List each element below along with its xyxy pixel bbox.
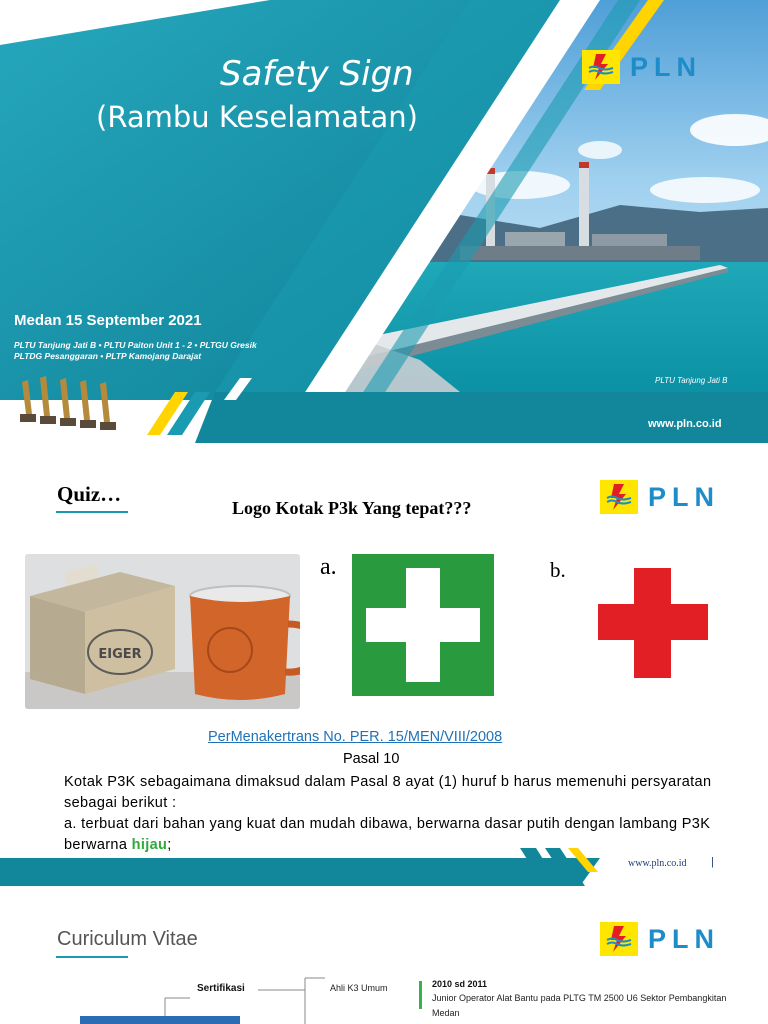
regulation-reference: PerMenakertrans No. PER. 15/MEN/VIII/2008 — [208, 729, 503, 745]
title-underline — [56, 511, 128, 513]
option-a-green-cross-sign — [352, 554, 494, 696]
green-highlight-word: hijau — [131, 837, 168, 853]
slide-subtitle: (Rambu Keselamatan) — [96, 100, 418, 134]
photo-caption: PLTU Tanjung Jati B — [655, 376, 728, 385]
presentation-date: Medan 15 September 2021 — [14, 312, 202, 329]
profile-box — [80, 1016, 240, 1024]
regulation-line-1: Kotak P3K sebagaimana dimaksud dalam Pasal 8 ayat (1) huruf b harus memenuhi persyaratan sebagai berikut : — [64, 774, 712, 811]
power-units-line-2: PLTDG Pesanggaran • PLTP Kamojang Darajat — [14, 351, 202, 361]
pln-wordmark: PLN — [648, 481, 720, 512]
slide-title: Safety Sign — [220, 54, 414, 94]
pln-wordmark: PLN — [648, 923, 720, 954]
regulation-line-2-text: a. terbuat dari bahan yang kuat dan mudah dibawa, berwarna dasar putih dengan lambang P3K berwarna — [64, 816, 711, 853]
quiz-slide — [0, 450, 768, 890]
website-url: www.pln.co.id — [648, 418, 722, 430]
first-aid-product-photo — [25, 554, 300, 709]
box-brand-text: EIGER — [98, 647, 142, 662]
power-units-line-1: PLTU Tanjung Jati B • PLTU Paiton Unit 1 - 2 • PLTGU Gresik — [14, 340, 257, 350]
regulation-text — [64, 772, 724, 856]
pln-lightning-icon — [600, 480, 638, 514]
quiz-title: Quiz… — [57, 482, 122, 506]
article-number: Pasal 10 — [343, 751, 400, 767]
regulation-line-2-end: ; — [167, 837, 172, 853]
option-b-label: b. — [550, 558, 566, 582]
cv-slide — [0, 898, 768, 1024]
sertifikasi-item: Ahli K3 Umum — [330, 983, 388, 993]
option-a-label: a. — [320, 554, 337, 580]
website-url: www.pln.co.id — [628, 858, 687, 869]
quiz-question: Logo Kotak P3k Yang tepat??? — [232, 498, 472, 518]
pln-logo — [582, 50, 702, 84]
career-period: 2010 sd 2011 — [432, 979, 488, 989]
timeline-marker — [419, 981, 422, 1009]
power-units-list — [14, 340, 314, 362]
option-b-red-cross-sign — [584, 554, 721, 692]
footer-separator: | — [711, 856, 714, 868]
pln-lightning-icon — [582, 50, 620, 84]
title-slide — [0, 0, 768, 443]
career-description: Junior Operator Alat Bantu pada PLTG TM 2500 U6 Sektor Pembangkitan Medan — [432, 993, 727, 1018]
slide-footer-band — [0, 848, 768, 890]
pln-logo — [600, 480, 720, 514]
cv-title: Curiculum Vitae — [57, 928, 198, 950]
award-trophies-image — [14, 372, 124, 432]
pln-wordmark: PLN — [630, 51, 702, 82]
sertifikasi-heading: Sertifikasi — [197, 983, 245, 994]
